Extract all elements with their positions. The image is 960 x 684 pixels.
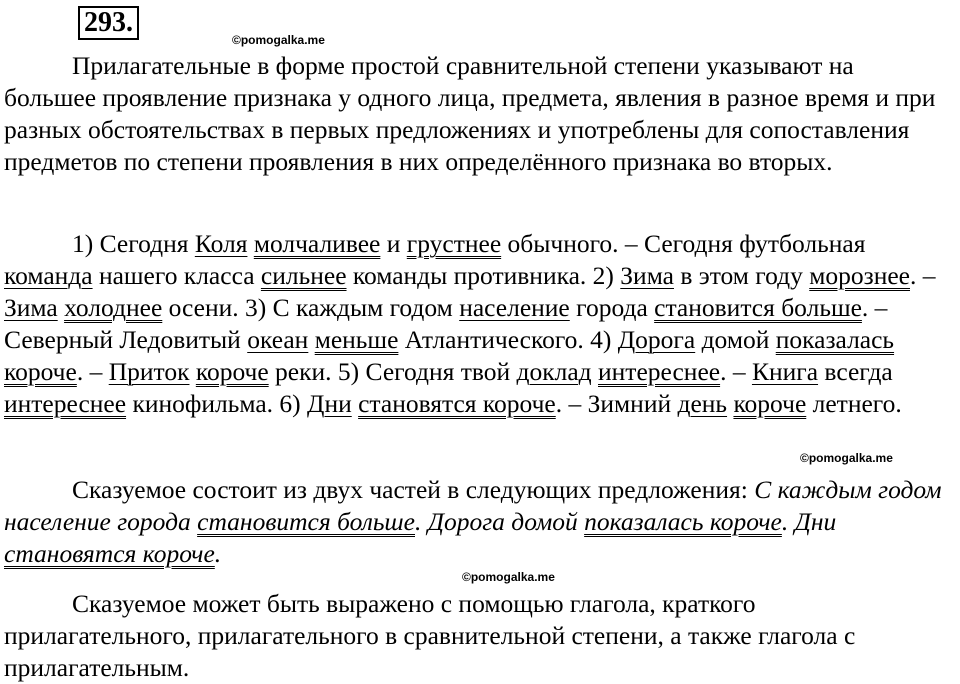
subject-word: Приток xyxy=(108,357,190,386)
text-segment: . Дни xyxy=(781,507,837,536)
predicate-word: показалась короче xyxy=(584,507,782,536)
watermark: ©pomogalka.me xyxy=(800,451,893,465)
predicate-word: сильнее xyxy=(260,261,347,290)
paragraph-2 xyxy=(4,228,948,420)
subject-word: команда xyxy=(4,261,93,290)
text-segment: С каждым годом население города xyxy=(4,475,942,536)
text-segment: осени. 3) С каждым годом xyxy=(162,293,460,322)
subject-word: доклад xyxy=(516,357,592,386)
text-segment: летнего. xyxy=(806,389,902,418)
predicate-word: грустнее xyxy=(406,229,502,258)
text-segment: города xyxy=(569,293,655,322)
paragraph-3 xyxy=(4,474,948,570)
text-segment: . Дорога домой xyxy=(415,507,585,536)
text-segment: Сказуемое состоит из двух частей в следующих предложения: xyxy=(72,475,755,504)
text-segment: и xyxy=(380,229,407,258)
predicate-word: морознее xyxy=(809,261,910,290)
text-segment: обычного. – Сегодня футбольная xyxy=(501,229,866,258)
predicate-word: короче xyxy=(733,389,807,418)
exercise-number: 293. xyxy=(78,6,139,40)
subject-word: Зима xyxy=(4,293,58,322)
watermark: ©pomogalka.me xyxy=(232,33,325,47)
subject-word: день xyxy=(677,389,728,418)
predicate-word: короче xyxy=(195,357,269,386)
watermark: ©pomogalka.me xyxy=(462,570,555,584)
predicate-word: интереснее xyxy=(598,357,721,386)
predicate-word: становятся короче xyxy=(4,539,215,568)
text-segment: команды противника. 2) xyxy=(346,261,621,290)
text-segment: Атлантического. 4) xyxy=(398,325,618,354)
predicate-word: становятся короче xyxy=(358,389,556,418)
text-segment: кинофильма. 6) xyxy=(126,389,308,418)
subject-word: Коля xyxy=(194,229,248,258)
paragraph-1: Прилагательные в форме простой сравнительной степени указывают на большее проявление признака у одного лица, предмета, явления в разное время и при разных обстоятельствах в первых предложениях и употреблены для сопоставления предметов по степени проявления в них определённого признака во вторых. xyxy=(4,51,936,176)
predicate-word: молчаливее xyxy=(253,229,381,258)
text-segment: 1) Сегодня xyxy=(72,229,195,258)
subject-word: население xyxy=(459,293,570,322)
subject-word: Зима xyxy=(620,261,674,290)
subject-word: Книга xyxy=(751,357,819,386)
text-segment: нашего класса xyxy=(92,261,261,290)
predicate-word: становится больше xyxy=(654,293,862,322)
text-segment: . – xyxy=(76,357,109,386)
text-segment: всегда xyxy=(818,357,893,386)
predicate-word: показалась короче xyxy=(4,325,895,386)
text-segment: в этом году xyxy=(673,261,810,290)
text-segment: . – xyxy=(910,261,936,290)
text-segment: реки. 5) Сегодня твой xyxy=(268,357,517,386)
predicate-word: холоднее xyxy=(64,293,163,322)
paragraph-4: Сказуемое может быть выражено с помощью глагола, краткого прилагательного, прилагательного в сравнительной степени, а также глагола с прилагательным. xyxy=(4,589,856,682)
text-segment: . – xyxy=(720,357,752,386)
predicate-word: интереснее xyxy=(4,389,127,418)
predicate-word: меньше xyxy=(314,325,399,354)
subject-word: Дорога xyxy=(617,325,696,354)
text-segment: домой xyxy=(695,325,776,354)
text-segment: . xyxy=(214,539,222,568)
predicate-word: становится больше xyxy=(197,507,415,536)
subject-word: Дни xyxy=(307,389,352,418)
text-segment: . – Северный Ледовитый xyxy=(4,293,888,354)
text-segment: . – Зимний xyxy=(555,389,678,418)
subject-word: океан xyxy=(247,325,309,354)
